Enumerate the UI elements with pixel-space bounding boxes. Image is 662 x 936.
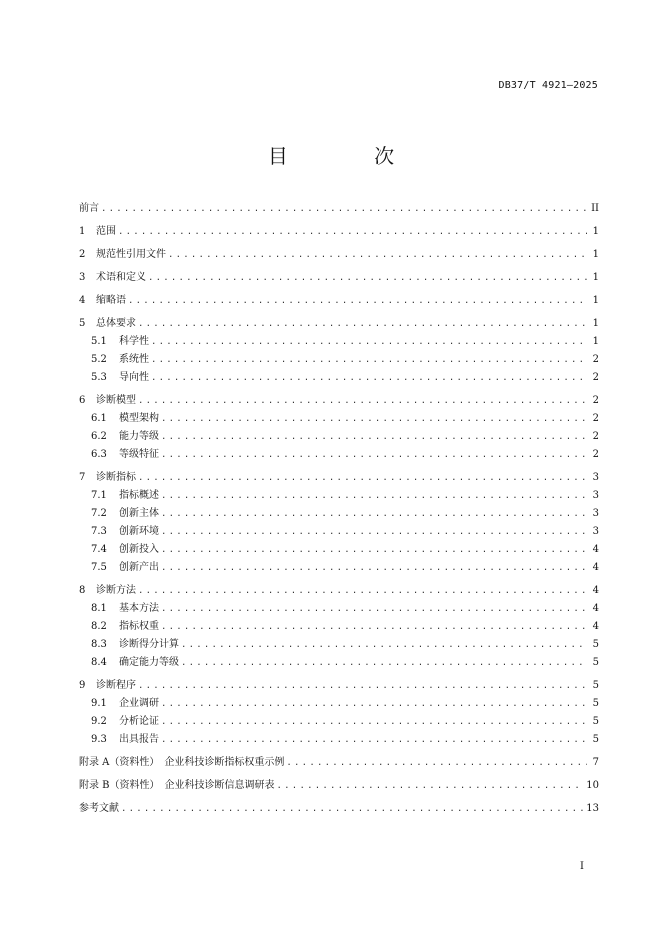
toc-entry-page: 5 <box>592 716 599 727</box>
toc-entry-page: 1 <box>592 226 599 237</box>
toc-entry-label: 模型架构 <box>119 413 159 424</box>
toc-entry[interactable] <box>79 487 599 505</box>
toc-entry-label: 诊断指标 <box>96 472 136 483</box>
toc-entry[interactable] <box>79 636 599 654</box>
toc-entry-page: 2 <box>592 372 599 383</box>
toc-entry[interactable] <box>79 469 599 487</box>
toc-leader-dots <box>128 293 587 310</box>
toc-entry-number: 6.2 <box>91 431 107 442</box>
page-number: I <box>580 861 584 872</box>
toc-entry[interactable] <box>79 677 599 695</box>
toc-entry-page: 1 <box>592 295 599 306</box>
toc-entry-label: 诊断程序 <box>96 680 136 691</box>
toc-leader-dots <box>161 542 587 559</box>
toc-entry[interactable] <box>79 200 599 218</box>
toc-leader-dots <box>161 488 587 505</box>
toc-leader-dots <box>151 334 587 351</box>
toc-entry[interactable] <box>79 777 599 795</box>
toc-entry-page: 7 <box>592 757 599 768</box>
toc-entry-label: 创新环境 <box>119 526 159 537</box>
toc-entry-number: 8.1 <box>91 603 107 614</box>
toc-entry[interactable] <box>79 446 599 464</box>
toc-entry-number: 7.1 <box>91 490 107 501</box>
toc-entry-page: 5 <box>592 680 599 691</box>
toc-leader-dots <box>161 524 587 541</box>
toc-entry-page: 13 <box>586 803 599 814</box>
toc-leader-dots <box>161 714 587 731</box>
toc-entry[interactable] <box>79 523 599 541</box>
toc-entry-page: II <box>591 203 599 214</box>
toc-entry-page: 5 <box>592 698 599 709</box>
toc-entry-page: 2 <box>592 431 599 442</box>
toc-leader-dots <box>161 447 587 464</box>
toc-entry-number: 8 <box>79 585 86 596</box>
toc-entry[interactable] <box>79 800 599 818</box>
toc-entry-page: 3 <box>592 472 599 483</box>
toc-leader-dots <box>161 429 587 446</box>
toc-entry-number: 9.2 <box>91 716 107 727</box>
toc-entry-label: 确定能力等级 <box>119 657 179 668</box>
toc-entry-label: 创新产出 <box>119 562 159 573</box>
toc-entry-label: 范围 <box>96 226 116 237</box>
toc-entry[interactable] <box>79 654 599 672</box>
toc-entry[interactable] <box>79 754 599 772</box>
toc-entry-page: 5 <box>592 734 599 745</box>
toc-leader-dots <box>138 583 587 600</box>
toc-entry-label: 附录 B（资料性） 企业科技诊断信息调研表 <box>79 780 275 791</box>
toc-entry-number: 9.1 <box>91 698 107 709</box>
toc-entry-page: 10 <box>586 780 599 791</box>
toc-entry-label: 科学性 <box>119 336 149 347</box>
toc-entry[interactable] <box>79 269 599 287</box>
toc-entry-number: 4 <box>79 295 86 306</box>
toc-entry-page: 1 <box>592 272 599 283</box>
toc-entry-number: 7.3 <box>91 526 107 537</box>
toc-leader-dots <box>161 601 587 618</box>
toc-entry-page: 4 <box>592 544 599 555</box>
toc-entry-label: 术语和定义 <box>96 272 146 283</box>
toc-entry-number: 5 <box>79 318 86 329</box>
toc-entry-page: 4 <box>592 621 599 632</box>
toc-entry[interactable] <box>79 713 599 731</box>
toc-entry-number: 6.1 <box>91 413 107 424</box>
toc-entry-number: 6 <box>79 395 86 406</box>
toc-leader-dots <box>121 801 584 818</box>
toc-entry[interactable] <box>79 559 599 577</box>
toc-leader-dots <box>148 270 587 287</box>
toc-entry-number: 5.3 <box>91 372 107 383</box>
toc-entry-page: 1 <box>592 318 599 329</box>
toc-entry-number: 9.3 <box>91 734 107 745</box>
toc-entry-label: 创新主体 <box>119 508 159 519</box>
toc-entry-label: 企业调研 <box>119 698 159 709</box>
toc-entry-page: 1 <box>592 249 599 260</box>
toc-entry-page: 3 <box>592 526 599 537</box>
toc-entry-number: 6.3 <box>91 449 107 460</box>
page-title: 目 次 <box>267 144 435 168</box>
toc-entry-number: 5.2 <box>91 354 107 365</box>
toc-entry-number: 1 <box>79 226 86 237</box>
table-of-contents <box>79 200 599 818</box>
toc-entry[interactable] <box>79 582 599 600</box>
toc-entry[interactable] <box>79 246 599 264</box>
toc-entry-page: 5 <box>592 657 599 668</box>
toc-leader-dots <box>138 316 587 333</box>
toc-entry-number: 3 <box>79 272 86 283</box>
toc-entry-number: 8.4 <box>91 657 107 668</box>
toc-entry-number: 9 <box>79 680 86 691</box>
toc-entry-label: 缩略语 <box>96 295 126 306</box>
toc-leader-dots <box>181 655 587 672</box>
toc-entry-number: 2 <box>79 249 86 260</box>
toc-entry-label: 诊断方法 <box>96 585 136 596</box>
toc-entry-page: 3 <box>592 508 599 519</box>
toc-leader-dots <box>286 755 587 772</box>
toc-entry-number: 8.2 <box>91 621 107 632</box>
toc-entry[interactable] <box>79 695 599 713</box>
toc-entry-page: 3 <box>592 490 599 501</box>
toc-leader-dots <box>151 352 587 369</box>
toc-entry-number: 7.4 <box>91 544 107 555</box>
toc-leader-dots <box>151 370 587 387</box>
toc-entry-page: 5 <box>592 639 599 650</box>
toc-leader-dots <box>277 778 585 795</box>
toc-entry-label: 能力等级 <box>119 431 159 442</box>
toc-entry-number: 5.1 <box>91 336 107 347</box>
toc-entry-label: 系统性 <box>119 354 149 365</box>
toc-leader-dots <box>161 506 587 523</box>
toc-entry-number: 8.3 <box>91 639 107 650</box>
toc-leader-dots <box>168 247 587 264</box>
toc-entry[interactable] <box>79 223 599 241</box>
toc-entry[interactable] <box>79 600 599 618</box>
toc-entry[interactable] <box>79 333 599 351</box>
toc-entry-page: 2 <box>592 395 599 406</box>
toc-entry-label: 参考文献 <box>79 803 119 814</box>
toc-entry-page: 2 <box>592 413 599 424</box>
toc-leader-dots <box>138 678 587 695</box>
toc-entry[interactable] <box>79 505 599 523</box>
toc-leader-dots <box>118 224 587 241</box>
toc-entry[interactable] <box>79 541 599 559</box>
toc-entry-page: 4 <box>592 585 599 596</box>
toc-entry[interactable] <box>79 731 599 749</box>
toc-leader-dots <box>101 201 587 218</box>
toc-entry-label: 诊断得分计算 <box>119 639 179 650</box>
toc-entry-page: 4 <box>592 603 599 614</box>
toc-entry-page: 2 <box>592 354 599 365</box>
toc-entry-label: 指标概述 <box>119 490 159 501</box>
toc-leader-dots <box>161 696 587 713</box>
toc-leader-dots <box>161 560 587 577</box>
toc-entry-number: 7.2 <box>91 508 107 519</box>
document-code: DB37/T 4921—2025 <box>498 80 598 91</box>
toc-entry-label: 前言 <box>79 203 99 214</box>
toc-entry-label: 基本方法 <box>119 603 159 614</box>
toc-entry-number: 7 <box>79 472 86 483</box>
toc-entry-label: 分析论证 <box>119 716 159 727</box>
toc-entry-page: 2 <box>592 449 599 460</box>
toc-entry-label: 创新投入 <box>119 544 159 555</box>
toc-entry-label: 诊断模型 <box>96 395 136 406</box>
toc-entry-label: 规范性引用文件 <box>96 249 166 260</box>
toc-leader-dots <box>138 393 587 410</box>
toc-leader-dots <box>138 470 587 487</box>
toc-entry[interactable] <box>79 315 599 333</box>
toc-entry-label: 指标权重 <box>119 621 159 632</box>
toc-entry-label: 总体要求 <box>96 318 136 329</box>
toc-leader-dots <box>161 732 587 749</box>
toc-entry[interactable] <box>79 410 599 428</box>
toc-entry[interactable] <box>79 351 599 369</box>
toc-entry[interactable] <box>79 618 599 636</box>
toc-leader-dots <box>161 411 587 428</box>
toc-entry[interactable] <box>79 292 599 310</box>
toc-entry-label: 出具报告 <box>119 734 159 745</box>
toc-entry[interactable] <box>79 369 599 387</box>
toc-leader-dots <box>181 637 587 654</box>
toc-entry-label: 导向性 <box>119 372 149 383</box>
toc-entry[interactable] <box>79 428 599 446</box>
toc-entry-number: 7.5 <box>91 562 107 573</box>
toc-leader-dots <box>161 619 587 636</box>
toc-entry[interactable] <box>79 392 599 410</box>
toc-entry-page: 4 <box>592 562 599 573</box>
toc-entry-label: 等级特征 <box>119 449 159 460</box>
toc-entry-label: 附录 A（资料性） 企业科技诊断指标权重示例 <box>79 757 285 768</box>
toc-entry-page: 1 <box>592 336 599 347</box>
